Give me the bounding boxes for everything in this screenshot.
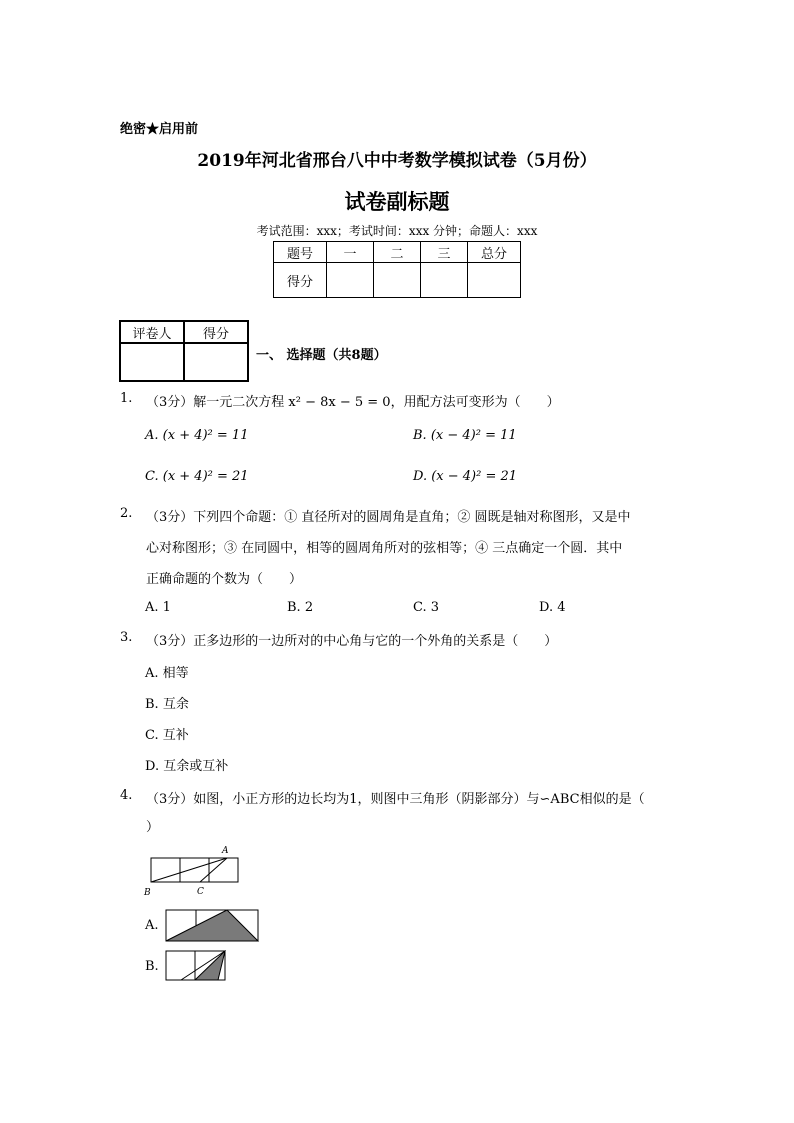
- option-a[interactable]: A.: [145, 918, 159, 933]
- option-c[interactable]: C. (x + 4)² = 21: [145, 469, 249, 484]
- grader-cell: [120, 343, 184, 381]
- point-c-label: C: [197, 887, 204, 897]
- score-cell: [374, 263, 421, 298]
- question-text: （3分）正多边形的一边所对的中心角与它的一个外角的关系是（ ）: [146, 634, 558, 649]
- score-header-cell: 三: [421, 242, 468, 263]
- score-cell: [468, 263, 521, 298]
- question-number: 3.: [120, 630, 133, 645]
- option-c[interactable]: C. 3: [413, 600, 440, 615]
- option-a[interactable]: A. 相等: [145, 666, 189, 681]
- question-number: 4.: [120, 788, 133, 803]
- option-d[interactable]: D. 4: [539, 600, 566, 615]
- option-a[interactable]: A. (x + 4)² = 11: [145, 428, 249, 443]
- option-b-figure: [165, 950, 227, 982]
- score-header-cell: 一: [327, 242, 374, 263]
- question-text-line: （3分）如图，小正方形的边长均为1，则图中三角形（阴影部分）与∽ABC相似的是（: [146, 792, 645, 807]
- score-table: [273, 241, 521, 298]
- exam-title: 2019年河北省邢台八中中考数学模拟试卷（5月份）: [197, 151, 597, 171]
- exam-subtitle: 试卷副标题: [344, 189, 450, 214]
- question-text-line: 正确命题的个数为（ ）: [146, 572, 303, 587]
- score-table-header-row: [274, 242, 521, 263]
- point-b-label: B: [144, 888, 151, 898]
- secret-label: 绝密★启用前: [120, 122, 199, 137]
- option-d[interactable]: D. (x − 4)² = 21: [413, 469, 518, 484]
- option-a[interactable]: A. 1: [145, 600, 171, 615]
- question-text-line: ）: [146, 820, 160, 835]
- option-b[interactable]: B. 互余: [145, 697, 189, 712]
- exam-info: 考试范围：xxx；考试时间：xxx 分钟；命题人：xxx: [256, 224, 538, 238]
- option-b[interactable]: B.: [145, 959, 159, 974]
- score-table-score-row: [274, 263, 521, 298]
- point-a-label: A: [222, 846, 229, 856]
- grader-table: [119, 320, 249, 382]
- question-text: （3分）解一元二次方程 x² − 8x − 5 = 0，用配方法可变形为（ ）: [146, 395, 560, 410]
- grader-header-cell: 得分: [184, 321, 248, 343]
- option-d[interactable]: D. 互余或互补: [145, 759, 229, 774]
- option-c[interactable]: C. 互补: [145, 728, 189, 743]
- question-text-line: （3分）下列四个命题：① 直径所对的圆周角是直角；② 圆既是轴对称图形，又是中: [146, 510, 631, 525]
- score-row-label: 得分: [274, 263, 327, 298]
- option-b[interactable]: B. (x − 4)² = 11: [413, 428, 517, 443]
- score-cell: [421, 263, 468, 298]
- score-header-cell: 题号: [274, 242, 327, 263]
- option-a-figure: [165, 909, 260, 943]
- grader-header-cell: 评卷人: [120, 321, 184, 343]
- score-header-cell: 二: [374, 242, 421, 263]
- triangle-abc-figure: [140, 840, 250, 898]
- score-header-cell: 总分: [468, 242, 521, 263]
- grader-cell: [184, 343, 248, 381]
- question-number: 1.: [120, 391, 133, 406]
- option-b[interactable]: B. 2: [287, 600, 314, 615]
- section-title: 一、 选择题（共8题）: [256, 348, 387, 363]
- question-number: 2.: [120, 506, 133, 521]
- question-text-line: 心对称图形；③ 在同圆中，相等的圆周角所对的弦相等；④ 三点确定一个圆．其中: [146, 541, 623, 556]
- score-cell: [327, 263, 374, 298]
